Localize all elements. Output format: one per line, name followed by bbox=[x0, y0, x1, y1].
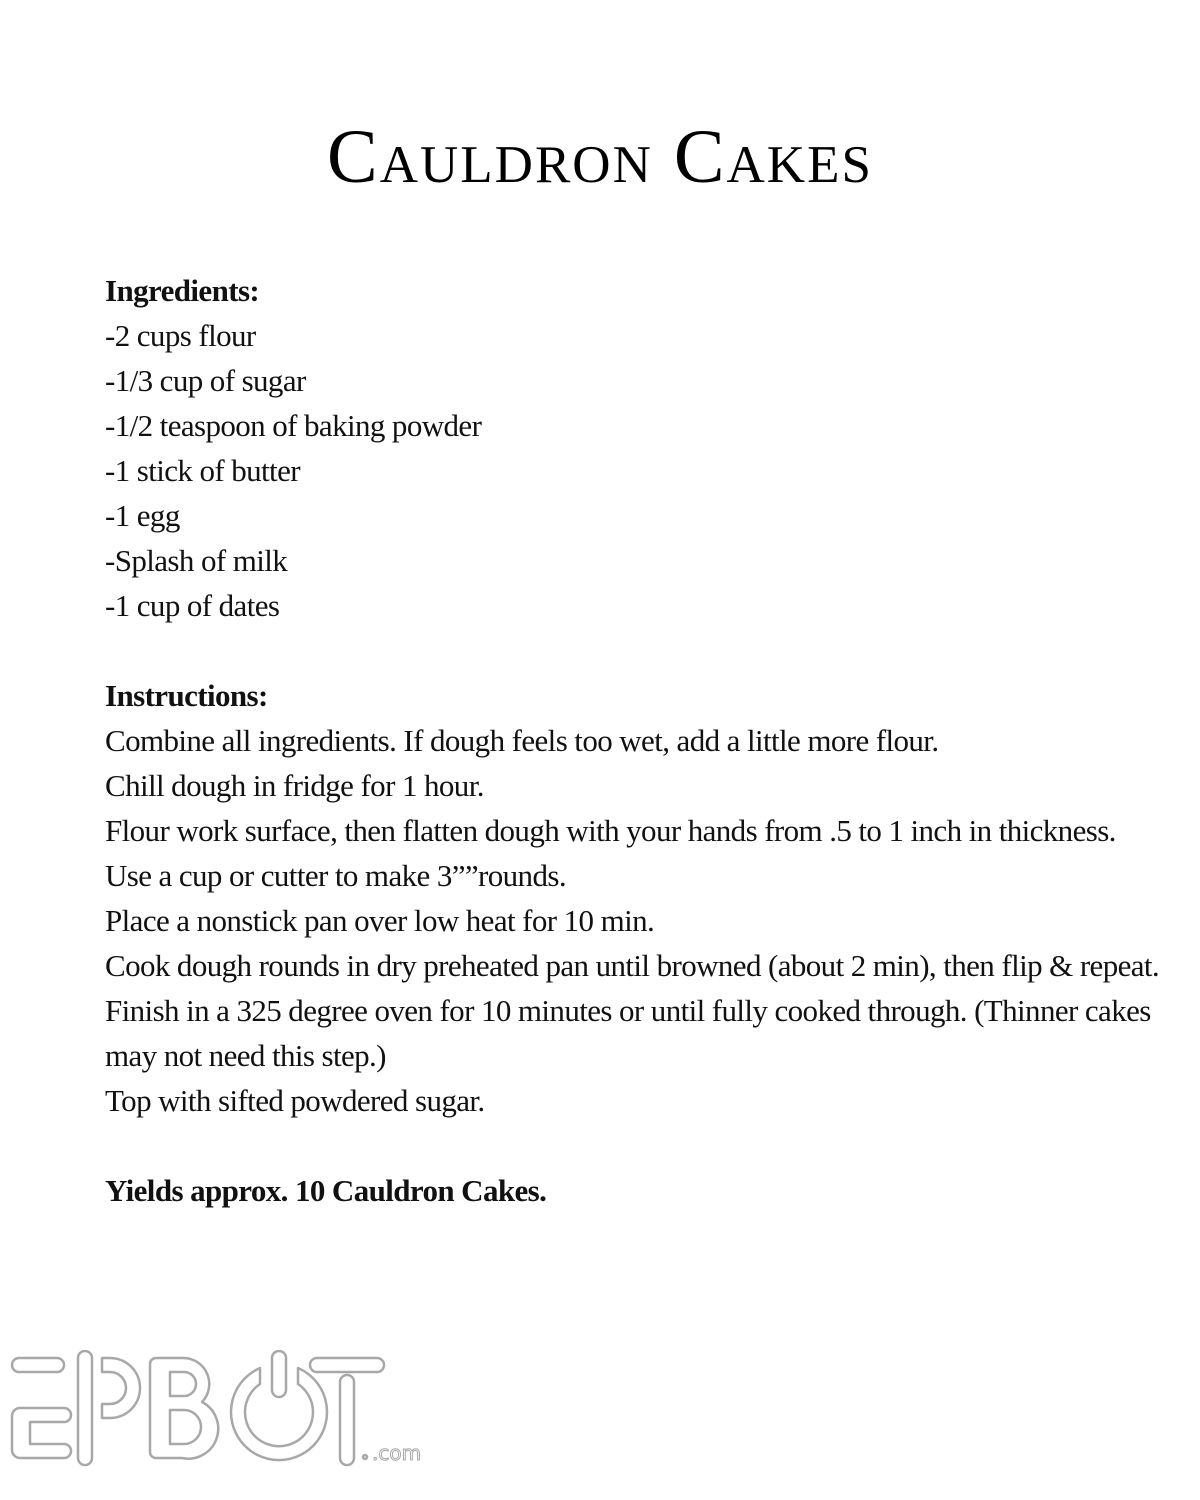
ingredient-item: -1 cup of dates bbox=[105, 588, 280, 623]
instruction-line: Cook dough rounds in dry preheated pan until browned (about 2 min), then flip & repeat. bbox=[105, 948, 1160, 983]
recipe-title: Cauldron Cakes bbox=[327, 115, 873, 199]
instructions-section bbox=[105, 673, 1165, 1123]
instruction-line: Top with sifted powdered sugar. bbox=[105, 1083, 485, 1118]
ingredients-section bbox=[105, 268, 1165, 628]
yield-section bbox=[105, 1168, 1165, 1213]
instruction-line: Finish in a 325 degree oven for 10 minutes or until fully cooked through. (Thinner cakes bbox=[105, 993, 1151, 1028]
ingredient-item: -1/2 teaspoon of baking powder bbox=[105, 408, 482, 443]
instructions-heading: Instructions: bbox=[105, 678, 268, 713]
instruction-line: Use a cup or cutter to make 3””rounds. bbox=[105, 858, 566, 893]
ingredient-item: -Splash of milk bbox=[105, 543, 288, 578]
instruction-line: Place a nonstick pan over low heat for 10 min. bbox=[105, 903, 655, 938]
ingredients-heading: Ingredients: bbox=[105, 273, 260, 308]
logo-suffix: .com bbox=[372, 1441, 422, 1465]
yield-text: Yields approx. 10 Cauldron Cakes. bbox=[105, 1173, 547, 1208]
ingredient-item: -1 egg bbox=[105, 498, 180, 533]
instruction-line: Combine all ingredients. If dough feels too wet, add a little more flour. bbox=[105, 723, 939, 758]
ingredient-item: -1 stick of butter bbox=[105, 453, 300, 488]
ingredient-item: -1/3 cup of sugar bbox=[105, 363, 306, 398]
epbot-logo bbox=[10, 1350, 430, 1470]
instruction-line: may not need this step.) bbox=[105, 1038, 386, 1073]
instruction-line: Flour work surface, then flatten dough with your hands from .5 to 1 inch in thickness. bbox=[105, 813, 1116, 848]
ingredient-item: -2 cups flour bbox=[105, 318, 256, 353]
instruction-line: Chill dough in fridge for 1 hour. bbox=[105, 768, 484, 803]
